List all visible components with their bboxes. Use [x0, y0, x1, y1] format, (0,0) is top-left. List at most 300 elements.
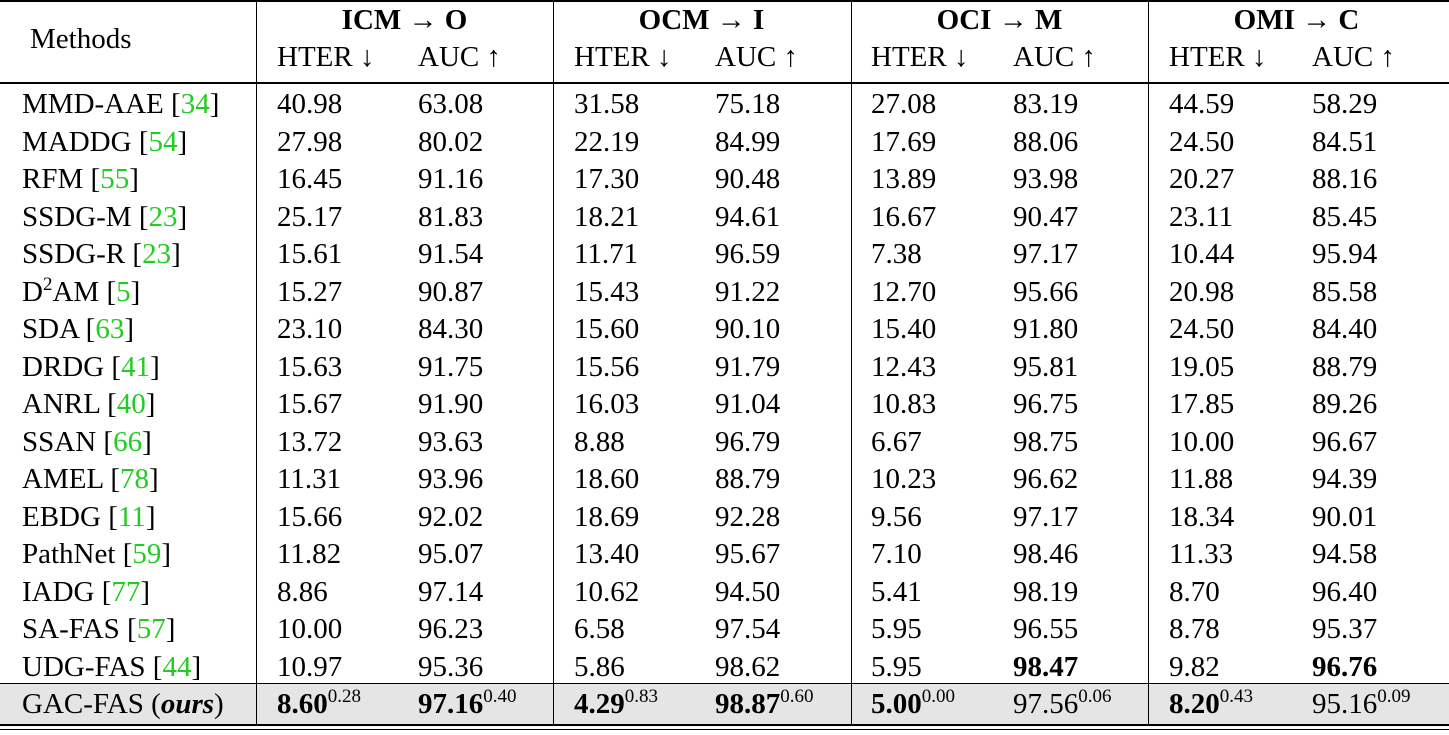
metric-value: 80.02: [418, 125, 484, 158]
metric-cell: [1169, 125, 1234, 159]
metric-value: 10.00: [1169, 425, 1235, 458]
metric-cell: [715, 275, 780, 309]
metric-cell: [277, 87, 342, 121]
hter-header: HTER ↓: [574, 41, 672, 73]
metric-cell: [418, 275, 483, 309]
metric-value: 96.62: [1013, 463, 1079, 495]
metric-cell: [715, 87, 780, 121]
metric-cell: [418, 312, 483, 346]
method-name-text: DRDG: [22, 350, 112, 383]
metric-value: 5.41: [871, 575, 922, 608]
metric-cell: [418, 425, 483, 459]
metric-cell: [418, 537, 483, 571]
metric-cell: [1312, 275, 1377, 309]
citation-link: 40: [116, 388, 146, 420]
metric-value: 91.80: [1013, 313, 1079, 345]
metric-cell: [1013, 687, 1112, 721]
auc-header: AUC ↑: [418, 41, 501, 73]
metric-value: 11.33: [1169, 538, 1234, 570]
metric-value: 63.08: [418, 88, 484, 120]
method-name-suffix: ): [214, 688, 224, 720]
metric-cell: [574, 275, 639, 309]
metric-value: 4.29: [574, 688, 625, 720]
method-name: SA-FAS [57]: [22, 613, 176, 645]
metric-cell: [871, 687, 955, 721]
metric-cell: [277, 125, 342, 159]
metric-value: 15.56: [574, 350, 640, 383]
metric-value: 24.50: [1169, 313, 1235, 345]
metric-value: 18.34: [1169, 500, 1235, 533]
metric-cell: [574, 350, 639, 384]
method-name: PathNet [59]: [22, 538, 172, 570]
metric-value: 31.58: [574, 88, 640, 120]
method-name-text: GAC-FAS (: [22, 688, 161, 720]
protocol-header: [1148, 3, 1445, 37]
metric-value: 15.40: [871, 313, 937, 345]
arrow-icon: →: [1302, 4, 1332, 36]
arrow-icon: →: [408, 4, 438, 36]
metric-value: 95.94: [1312, 238, 1378, 270]
method-name: SSDG-R [23]: [22, 238, 181, 270]
method-name-text: IADG: [22, 575, 102, 608]
metric-value: 40.98: [277, 88, 343, 120]
metric-value: 96.40: [1312, 575, 1378, 608]
method-name-suffix: AM: [52, 275, 107, 308]
metric-value: 85.45: [1312, 200, 1378, 233]
metric-cell: [715, 200, 780, 234]
metric-cell: [1013, 350, 1078, 384]
metric-cell: [1169, 87, 1234, 121]
column-divider: [851, 2, 852, 724]
metric-cell: [1312, 462, 1377, 496]
method-name: MADDG [54]: [22, 125, 188, 158]
metric-value: 20.27: [1169, 163, 1235, 195]
metric-cell: [574, 162, 639, 196]
metric-value: 27.98: [277, 125, 343, 158]
metric-cell: [1169, 200, 1233, 234]
metric-value: 15.63: [277, 350, 343, 383]
hter-header: HTER ↓: [871, 41, 969, 73]
metric-cell: [574, 312, 639, 346]
metric-value: 84.40: [1312, 313, 1378, 345]
metric-value: 90.01: [1312, 500, 1378, 533]
metric-value: 95.36: [418, 650, 484, 683]
metric-value: 95.07: [418, 538, 484, 570]
method-name: RFM [55]: [22, 163, 139, 195]
metric-value: 10.97: [277, 650, 343, 683]
method-name-text: RFM: [22, 163, 91, 195]
metric-value: 91.22: [715, 275, 781, 308]
protocol-header: [553, 3, 850, 37]
metric-cell: [418, 350, 483, 384]
metric-cell: [1169, 387, 1234, 421]
metric-cell: [1312, 237, 1377, 271]
method-name-text: UDG-FAS: [22, 650, 153, 683]
metric-value: 23.11: [1169, 200, 1234, 233]
metric-value: 8.86: [277, 575, 328, 608]
metric-cell: [1013, 650, 1078, 684]
metric-cell: [574, 500, 639, 534]
citation-link: 59: [132, 538, 162, 570]
method-name-text: SSDG-R: [22, 238, 133, 270]
metric-value: 8.70: [1169, 575, 1220, 608]
metric-cell: [1312, 650, 1377, 684]
metric-cell: [1169, 425, 1234, 459]
method-name: UDG-FAS [44]: [22, 650, 202, 683]
metric-cell: [1312, 162, 1377, 196]
metric-value: 91.79: [715, 350, 781, 383]
metric-value: 96.59: [715, 238, 781, 270]
metric-value: 20.98: [1169, 275, 1235, 308]
metric-value: 15.27: [277, 275, 343, 308]
metric-value: 95.37: [1312, 613, 1378, 645]
metric-cell: [715, 125, 780, 159]
metric-cell: [715, 650, 780, 684]
metric-cell: [1013, 425, 1078, 459]
arrow-icon: →: [716, 4, 746, 36]
method-name: SSDG-M [23]: [22, 200, 188, 233]
metric-cell: [1312, 125, 1377, 159]
top-rule: [0, 0, 1449, 2]
method-name: AMEL [78]: [22, 463, 159, 495]
metric-cell: [715, 162, 780, 196]
metric-cell: [1169, 462, 1233, 496]
metric-value: 97.17: [1013, 500, 1079, 533]
metric-value: 84.51: [1312, 125, 1378, 158]
metric-std: 0.09: [1377, 686, 1411, 707]
method-name-text: EBDG: [22, 500, 109, 533]
metric-value: 11.31: [277, 463, 342, 495]
metric-cell: [1169, 650, 1220, 684]
metric-value: 97.14: [418, 575, 484, 608]
metric-cell: [1312, 687, 1411, 721]
metric-value: 95.16: [1312, 688, 1378, 720]
metric-value: 6.58: [574, 613, 625, 645]
metric-value: 98.62: [715, 650, 781, 683]
metric-value: 10.62: [574, 575, 640, 608]
citation-link: 34: [180, 88, 210, 120]
method-name-text: MMD-AAE: [22, 88, 172, 120]
metric-value: 91.04: [715, 388, 781, 420]
metric-value: 98.75: [1013, 425, 1079, 458]
metric-cell: [871, 275, 936, 309]
metric-value: 58.29: [1312, 88, 1378, 120]
metric-cell: [1013, 312, 1078, 346]
metric-value: 96.75: [1013, 388, 1079, 420]
metric-value: 18.60: [574, 463, 640, 495]
metric-value: 8.20: [1169, 688, 1220, 720]
bottom-rule-2: [0, 729, 1449, 730]
metric-value: 75.18: [715, 88, 781, 120]
metric-cell: [418, 500, 483, 534]
metric-value: 91.75: [418, 350, 484, 383]
metric-cell: [277, 350, 342, 384]
metric-value: 11.88: [1169, 463, 1234, 495]
metric-cell: [871, 162, 936, 196]
metric-value: 83.19: [1013, 88, 1079, 120]
metric-cell: [1169, 500, 1234, 534]
metric-value: 5.00: [871, 688, 922, 720]
metric-cell: [871, 87, 936, 121]
metric-value: 94.61: [715, 200, 781, 233]
metric-cell: [1312, 575, 1377, 609]
metric-cell: [418, 387, 483, 421]
metric-value: 18.21: [574, 200, 640, 233]
metric-cell: [574, 687, 658, 721]
protocol-source: OMI: [1233, 4, 1295, 36]
metric-cell: [574, 612, 625, 646]
metric-cell: [871, 312, 936, 346]
protocol-header: [256, 3, 553, 37]
citation-link: 41: [121, 350, 151, 383]
method-name: SSAN [66]: [22, 425, 152, 458]
method-name-text: MADDG: [22, 125, 139, 158]
metric-std: 0.60: [780, 686, 814, 707]
metric-cell: [715, 350, 780, 384]
metric-cell: [871, 237, 922, 271]
method-name: EBDG [11]: [22, 500, 156, 533]
metric-cell: [1013, 387, 1078, 421]
metric-std: 0.43: [1219, 686, 1253, 707]
metric-cell: [871, 537, 922, 571]
metric-value: 16.45: [277, 163, 343, 195]
metric-cell: [1312, 350, 1377, 384]
method-name: [22, 687, 224, 721]
metric-cell: [1013, 87, 1078, 121]
metric-cell: [871, 425, 922, 459]
citation-link: 55: [100, 163, 130, 195]
method-name-text: ANRL: [22, 388, 108, 420]
metric-cell: [277, 312, 342, 346]
metric-value: 90.10: [715, 313, 781, 345]
metric-cell: [418, 200, 483, 234]
metric-value: 96.55: [1013, 613, 1079, 645]
metric-cell: [277, 500, 342, 534]
metric-cell: [871, 650, 922, 684]
metric-value: 15.66: [277, 500, 343, 533]
metric-value: 96.79: [715, 425, 781, 458]
metric-cell: [1312, 612, 1377, 646]
metric-cell: [277, 687, 361, 721]
metric-cell: [1013, 125, 1078, 159]
metric-value: 15.60: [574, 313, 640, 345]
metric-cell: [277, 237, 342, 271]
citation-link: 23: [148, 200, 178, 233]
metric-value: 95.67: [715, 538, 781, 570]
metric-cell: [277, 575, 328, 609]
metric-value: 5.95: [871, 613, 922, 645]
metric-value: 90.47: [1013, 200, 1079, 233]
metric-value: 10.44: [1169, 238, 1235, 270]
metric-cell: [1013, 537, 1078, 571]
methods-header: Methods: [30, 23, 132, 55]
metric-cell: [715, 387, 780, 421]
metric-value: 19.05: [1169, 350, 1235, 383]
metric-cell: [1013, 500, 1078, 534]
hter-header: HTER ↓: [1169, 41, 1267, 73]
metric-value: 22.19: [574, 125, 640, 158]
metric-value: 8.78: [1169, 613, 1220, 645]
metric-value: 95.81: [1013, 350, 1079, 383]
metric-value: 8.88: [574, 425, 625, 458]
metric-value: 15.61: [277, 238, 343, 270]
metric-value: 81.83: [418, 200, 484, 233]
metric-cell: [1013, 237, 1078, 271]
metric-value: 91.16: [418, 163, 484, 195]
metric-value: 23.10: [277, 313, 343, 345]
metric-cell: [277, 200, 342, 234]
metric-cell: [1312, 87, 1377, 121]
method-name: ANRL [40]: [22, 388, 156, 420]
metric-value: 97.16: [418, 688, 484, 720]
metric-value: 12.43: [871, 350, 937, 383]
metric-cell: [418, 125, 483, 159]
metric-value: 13.89: [871, 163, 937, 195]
metric-value: 13.40: [574, 538, 640, 570]
metric-cell: [1312, 500, 1377, 534]
citation-link: 44: [162, 650, 192, 683]
metric-value: 16.67: [871, 200, 937, 233]
auc-header: AUC ↑: [1312, 41, 1395, 73]
method-name-text: D: [22, 275, 43, 308]
metric-value: 84.99: [715, 125, 781, 158]
method-name-text: AMEL: [22, 463, 111, 495]
metric-cell: [1169, 350, 1234, 384]
metric-std: 0.00: [921, 686, 955, 707]
metric-cell: [715, 237, 780, 271]
metric-cell: [1013, 200, 1078, 234]
metric-cell: [574, 537, 639, 571]
protocol-target: M: [1034, 4, 1063, 36]
metric-cell: [1169, 687, 1253, 721]
metric-value: 11.71: [574, 238, 639, 270]
method-name-superscript: 2: [42, 273, 53, 295]
protocol-header: [851, 3, 1148, 37]
metric-value: 90.48: [715, 163, 781, 195]
metric-cell: [871, 350, 936, 384]
metric-value: 94.39: [1312, 463, 1378, 495]
metric-std: 0.83: [624, 686, 658, 707]
hter-header: HTER ↓: [277, 41, 375, 73]
metric-value: 97.56: [1013, 688, 1079, 720]
auc-header: AUC ↑: [1013, 41, 1096, 73]
method-name-text: PathNet: [22, 538, 123, 570]
metric-value: 96.76: [1312, 650, 1378, 683]
method-name: SDA [63]: [22, 313, 135, 345]
metric-value: 6.67: [871, 425, 922, 458]
protocol-target: O: [444, 4, 468, 36]
metric-cell: [871, 200, 936, 234]
metric-value: 96.67: [1312, 425, 1378, 458]
metric-value: 91.54: [418, 238, 484, 270]
metric-cell: [871, 500, 922, 534]
metric-value: 16.03: [574, 388, 640, 420]
metric-cell: [1169, 237, 1234, 271]
metric-cell: [574, 200, 639, 234]
metric-cell: [1312, 425, 1377, 459]
metric-value: 97.54: [715, 613, 781, 645]
metric-value: 85.58: [1312, 275, 1378, 308]
method-name-text: SSAN: [22, 425, 104, 458]
metric-cell: [715, 575, 780, 609]
metric-cell: [1312, 537, 1377, 571]
metric-cell: [715, 462, 780, 496]
metric-cell: [715, 687, 814, 721]
citation-link: 57: [136, 613, 166, 645]
metric-cell: [574, 387, 639, 421]
method-name-text: SSDG-M: [22, 200, 139, 233]
metric-cell: [418, 687, 517, 721]
metric-cell: [1169, 162, 1234, 196]
method-name: DRDG [41]: [22, 350, 160, 383]
metric-cell: [418, 650, 483, 684]
metric-cell: [1013, 275, 1078, 309]
protocol-source: OCI: [936, 4, 992, 36]
method-name-text: SDA: [22, 313, 86, 345]
metric-value: 88.79: [1312, 350, 1378, 383]
metric-value: 98.87: [715, 688, 781, 720]
metric-cell: [715, 537, 780, 571]
metric-value: 98.19: [1013, 575, 1079, 608]
protocol-target: C: [1338, 4, 1360, 36]
metric-cell: [418, 575, 483, 609]
auc-header: AUC ↑: [715, 41, 798, 73]
metric-cell: [1013, 612, 1078, 646]
method-name-text: SA-FAS: [22, 613, 128, 645]
metric-value: 15.67: [277, 388, 343, 420]
metric-cell: [871, 387, 936, 421]
column-divider: [256, 2, 257, 724]
metric-value: 84.30: [418, 313, 484, 345]
column-divider: [553, 2, 554, 724]
metric-value: 15.43: [574, 275, 640, 308]
citation-link: 78: [120, 463, 150, 495]
metric-cell: [277, 387, 342, 421]
metric-value: 98.47: [1013, 650, 1079, 683]
metric-value: 9.82: [1169, 650, 1220, 683]
metric-cell: [418, 612, 483, 646]
metric-value: 93.98: [1013, 163, 1079, 195]
metric-cell: [1169, 537, 1233, 571]
metric-cell: [871, 125, 936, 159]
metric-value: 10.83: [871, 388, 937, 420]
metric-cell: [715, 612, 780, 646]
metric-value: 12.70: [871, 275, 937, 308]
metric-value: 17.30: [574, 163, 640, 195]
metric-cell: [1169, 275, 1234, 309]
metric-cell: [277, 537, 341, 571]
citation-link: 23: [142, 238, 172, 270]
metric-cell: [277, 462, 341, 496]
protocol-source: OCM: [638, 4, 710, 36]
metric-value: 92.28: [715, 500, 781, 533]
metric-cell: [715, 425, 780, 459]
metric-std: 0.06: [1078, 686, 1112, 707]
metric-value: 88.06: [1013, 125, 1079, 158]
metric-value: 24.50: [1169, 125, 1235, 158]
metric-value: 27.08: [871, 88, 937, 120]
metric-cell: [1312, 387, 1377, 421]
metric-cell: [574, 125, 639, 159]
citation-link: 5: [116, 275, 131, 308]
method-name: $D^2AM$ [5]: [22, 273, 141, 308]
metric-value: 17.85: [1169, 388, 1235, 420]
metric-value: 25.17: [277, 200, 343, 233]
metric-cell: [871, 612, 922, 646]
metric-value: 97.17: [1013, 238, 1079, 270]
metric-cell: [1013, 575, 1078, 609]
metric-value: 91.90: [418, 388, 484, 420]
